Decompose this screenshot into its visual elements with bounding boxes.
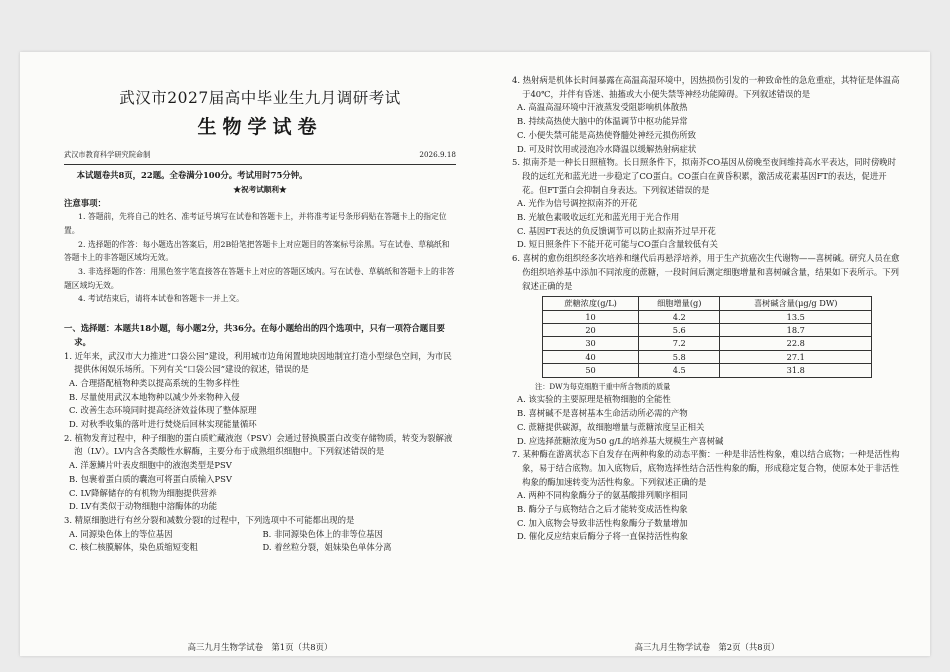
table-cell: 50 xyxy=(543,364,639,377)
table-row xyxy=(543,310,872,323)
option-c: C. 加入底物会导致非活性构象酶分子数量增加 xyxy=(517,517,688,528)
table-cell: 13.5 xyxy=(720,310,872,323)
question-4 xyxy=(512,74,902,156)
table-cell: 5.8 xyxy=(639,350,720,363)
question-6 xyxy=(512,252,902,448)
note-item: 1. 答题前，先将自己的姓名、准考证号填写在试卷和答题卡上，并将准考证号条形码贴在答题卡上的指定位置。 xyxy=(64,212,447,235)
table-row xyxy=(543,337,872,350)
option-b: B. 持续高热使大脑中的体温调节中枢功能异常 xyxy=(517,116,688,127)
option-b: B. 光敏色素吸收远红光和蓝光用于光合作用 xyxy=(517,212,680,223)
option-c: C. 蔗糖提供碳源，故细胞增量与蔗糖浓度呈正相关 xyxy=(517,421,705,432)
table-cell: 4.5 xyxy=(639,364,720,377)
question-5 xyxy=(512,156,902,252)
table-cell: 20 xyxy=(543,324,639,337)
question-stem: 5. 拟南芥是一种长日照植物。长日照条件下，拟南芥CO基因从傍晚至夜间维持高水平表达，同时傍晚时段的远红光和蓝光进一步稳定了CO蛋白。CO蛋白在黄昏积累，激活成花素基因FT的表达，促进开花。但FT蛋白会抑制自身表达。下列叙述错误的是 xyxy=(512,157,897,195)
question-stem: 2. 植物发育过程中，种子细胞的蛋白质贮藏液泡（PSV）会通过替换膜蛋白改变存储物质，转变为裂解液泡（LV）。LV内含各类酸性水解酶，主要分布于成熟组织细胞中。下列叙述错误的是 xyxy=(64,432,453,457)
option-a: A. 洋葱鳞片叶表皮细胞中的液泡类型是PSV xyxy=(69,460,232,471)
table-row xyxy=(543,364,872,377)
option-b: B. 尽量使用武汉本地物种以减少外来物种入侵 xyxy=(69,391,240,402)
option-d: D. 应选择蔗糖浓度为50 g/L的培养基大规模生产喜树碱 xyxy=(517,435,724,446)
table-cell: 7.2 xyxy=(639,337,720,350)
option-c: C. 改善生态环境同时提高经济效益体现了整体原理 xyxy=(69,405,257,416)
table-header-row xyxy=(543,297,872,310)
option-d: D. 短日照条件下不能开花可能与CO蛋白含量较低有关 xyxy=(517,239,718,250)
option-a: A. 同源染色体上的等位基因 xyxy=(69,528,173,539)
option-a: A. 该实验的主要原理是植物细胞的全能性 xyxy=(517,394,671,405)
option-b: B. 喜树碱不是喜树基本生命活动所必需的产物 xyxy=(517,408,688,419)
option-b: B. 非同源染色体上的非等位基因 xyxy=(262,528,383,539)
data-table xyxy=(542,296,872,377)
option-d: D. 催化反应结束后酶分子将一直保持活性构象 xyxy=(517,531,688,542)
table-header: 蔗糖浓度(g/L) xyxy=(543,297,639,310)
question-stem: 7. 某种酶在游离状态下自发存在两种构象的动态平衡：一种是非活性构象，难以结合底物；一种是活性构象，易于结合底物。加入底物后，底物选择性结合活性构象的酶，形成稳定复合物，使原本处于非活性构象的酶加速转变为活性构象。下列叙述正确的是 xyxy=(512,449,900,487)
table-row xyxy=(543,324,872,337)
page-2 xyxy=(512,52,902,652)
question-3 xyxy=(64,514,456,555)
note-item: 4. 考试结束后，请将本试卷和答题卡一并上交。 xyxy=(78,294,244,304)
page-1 xyxy=(64,52,456,652)
option-c: C. 小便失禁可能是高热使脊髓处神经元损伤所致 xyxy=(517,129,696,140)
exam-intro: 本试题卷共8页，22题。全卷满分100分。考试用时75分钟。 xyxy=(76,170,308,181)
question-stem: 1. 近年来，武汉市大力推进“口袋公园”建设，利用城市边角闲置地块因地制宜打造小型绿色空间，为市民提供休闲娱乐场所。下列有关“口袋公园”建设的叙述，错误的是 xyxy=(64,350,452,375)
table-header: 喜树碱含量(μg/g DW) xyxy=(720,297,872,310)
table-cell: 22.8 xyxy=(720,337,872,350)
footer-page-2: 高三九月生物学试卷 第2页（共8页） xyxy=(634,642,780,652)
option-a: A. 光作为信号调控拟南芥的开花 xyxy=(517,198,638,209)
notes-title: 注意事项： xyxy=(64,197,106,208)
table-cell: 31.8 xyxy=(720,364,872,377)
option-a: A. 两种不同构象酶分子的氨基酸排列顺序相同 xyxy=(517,490,688,501)
question-1 xyxy=(64,350,456,432)
section-heading: 一、选择题：本题共18小题，每小题2分，共36分。在每小题给出的四个选项中，只有一项符合题目要求。 xyxy=(64,323,445,347)
option-c: C. LV降解储存的有机物为细胞提供营养 xyxy=(69,487,217,498)
table-row xyxy=(543,350,872,363)
table-cell: 40 xyxy=(543,350,639,363)
table-note: 注：DW为每克细胞干重中所含物质的质量 xyxy=(535,381,671,391)
question-stem: 4. 热射病是机体长时间暴露在高温高湿环境中，因热损伤引发的一种致命性的急危重症，其特征是体温高于40℃，并伴有昏迷、抽搐或大小便失禁等神经功能障碍。下列叙述错误的是 xyxy=(512,75,900,99)
question-stem: 3. 精原细胞进行有丝分裂和减数分裂Ⅰ的过程中，下列选项中不可能都出现的是 xyxy=(64,514,355,525)
option-c: C. 基因FT表达的负反馈调节可以防止拟南芥过早开花 xyxy=(517,225,716,236)
table-header: 细胞增量(g) xyxy=(639,297,720,310)
option-a: A. 高温高湿环境中汗液蒸发受阻影响机体散热 xyxy=(517,102,688,113)
option-b: B. 包裹着蛋白质的囊泡可将蛋白质输入PSV xyxy=(69,473,232,484)
table-cell: 10 xyxy=(543,310,639,323)
table-cell: 30 xyxy=(543,337,639,350)
table-cell: 4.2 xyxy=(639,310,720,323)
note-item: 2. 选择题的作答：每小题选出答案后，用2B铅笔把答题卡上对应题目的答案标号涂黑。写在试卷、草稿纸和答题卡上的非答题区域均无效。 xyxy=(64,239,450,263)
wish-line: ★祝考试顺利★ xyxy=(233,184,287,194)
question-7 xyxy=(512,448,902,544)
option-d: D. LV有类似于动物细胞中溶酶体的功能 xyxy=(69,501,218,512)
option-a: A. 合理搭配植物种类以提高系统的生物多样性 xyxy=(69,377,240,388)
exam-sheet xyxy=(20,52,930,656)
table-cell: 27.1 xyxy=(720,350,872,363)
table-cell: 5.6 xyxy=(639,324,720,337)
option-d: D. 着丝粒分裂，姐妹染色单体分离 xyxy=(262,542,392,553)
note-item: 3. 非选择题的作答：用黑色签字笔直接答在答题卡上对应的答题区域内。写在试卷、草稿纸和答题卡上的非答题区域均无效。 xyxy=(64,267,455,290)
exam-date: 2026.9.18 xyxy=(419,150,456,160)
question-stem: 6. 喜树的愈伤组织经多次培养和继代后再悬浮培养，用于生产抗癌次生代谢物——喜树碱。研究人员在愈伤组织培养基中添加不同浓度的蔗糖，一段时间后测定细胞增量和喜树碱含量，结果如下表所示。下列叙述正确的是 xyxy=(512,253,900,291)
meta-line xyxy=(64,148,456,165)
publisher: 武汉市教育科学研究院命制 xyxy=(64,150,151,160)
option-d: D. 可及时饮用或浸泡冷水降温以缓解热射病症状 xyxy=(517,143,697,154)
question-2 xyxy=(64,432,456,514)
table-cell: 18.7 xyxy=(720,324,872,337)
subject-title: 生物学试卷 xyxy=(197,115,323,138)
option-d: D. 对秋季收集的落叶进行焚烧后回林实现能量循环 xyxy=(69,419,257,430)
option-b: B. 酶分子与底物结合之后才能转变成活性构象 xyxy=(517,504,688,515)
footer-page-1: 高三九月生物学试卷 第1页（共8页） xyxy=(187,642,333,652)
exam-title: 武汉市2027届高中毕业生九月调研考试 xyxy=(119,89,401,107)
option-c: C. 核仁核膜解体，染色质缩短变粗 xyxy=(69,542,198,553)
